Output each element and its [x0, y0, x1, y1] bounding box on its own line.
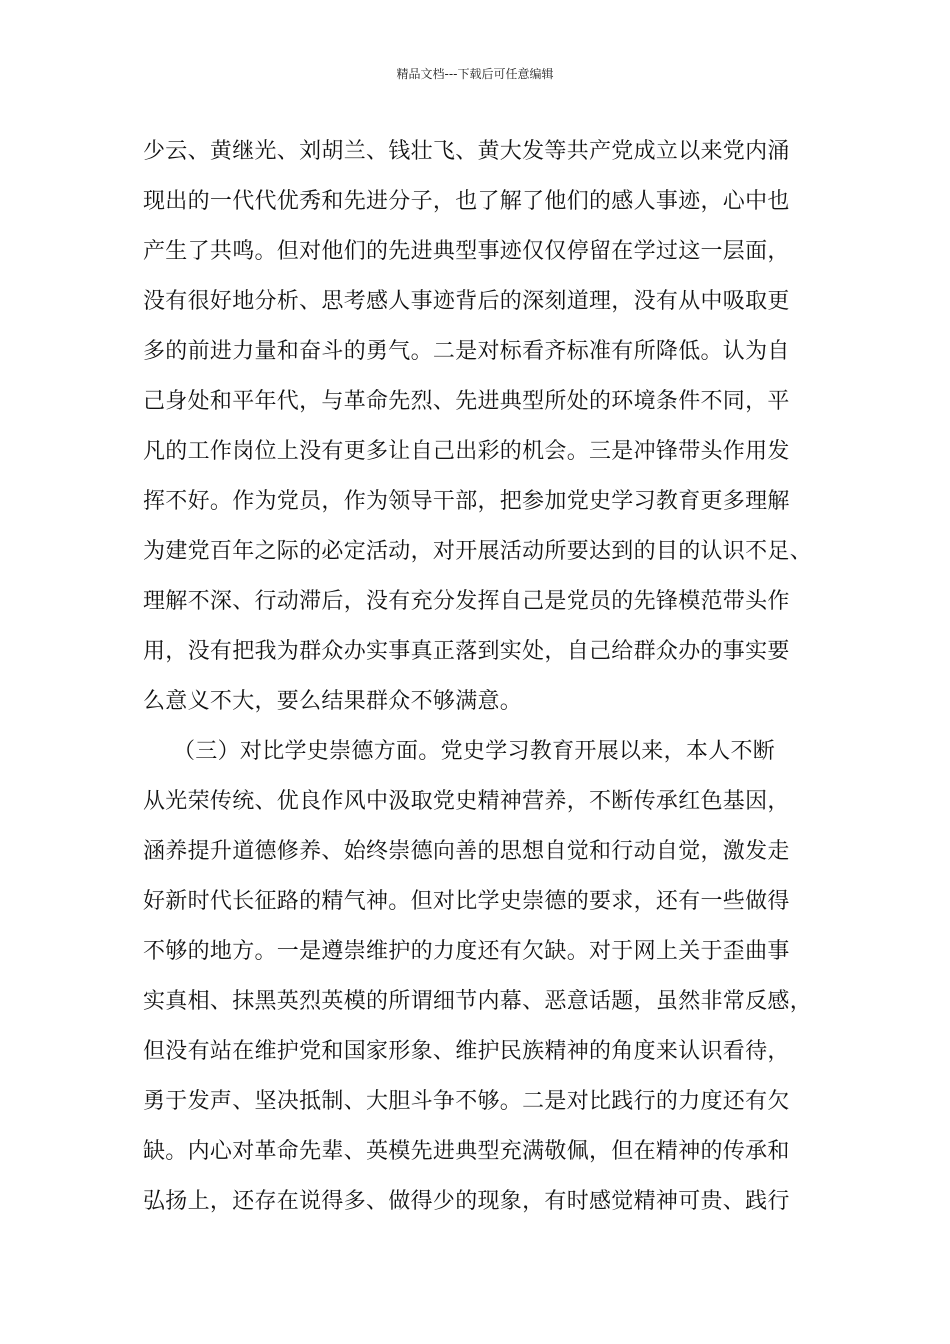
text-line: 勇于发声、坚决抵制、大胆斗争不够。二是对比践行的力度还有欠: [143, 1089, 790, 1114]
text-line: 凡的工作岗位上没有更多让自己出彩的机会。三是冲锋带头作用发: [143, 439, 790, 464]
document-body: [143, 127, 843, 1227]
text-line: 实真相、抹黑英烈英模的所谓细节内幕、恶意话题，虽然非常反感，: [143, 989, 813, 1014]
text-line: （三）对比学史崇德方面。党史学习教育开展以来，本人不断: [173, 739, 776, 764]
paragraph: [143, 127, 843, 727]
text-line: 理解不深、行动滞后，没有充分发挥自己是党员的先锋模范带头作: [143, 589, 790, 614]
text-line: 用，没有把我为群众办实事真正落到实处，自己给群众办的事实要: [143, 639, 790, 664]
text-line: 弘扬上，还存在说得多、做得少的现象，有时感觉精神可贵、践行: [143, 1189, 790, 1214]
text-line: 从光荣传统、优良作风中汲取党史精神营养，不断传承红色基因，: [143, 789, 790, 814]
text-line: 己身处和平年代，与革命先烈、先进典型所处的环境条件不同，平: [143, 389, 790, 414]
text-line: 缺。内心对革命先辈、英模先进典型充满敬佩，但在精神的传承和: [143, 1139, 790, 1164]
text-line: 涵养提升道德修养、始终崇德向善的思想自觉和行动自觉，激发走: [143, 839, 790, 864]
text-line: 多的前进力量和奋斗的勇气。二是对标看齐标准有所降低。认为自: [143, 339, 790, 364]
text-line: 现出的一代代优秀和先进分子，也了解了他们的感人事迹，心中也: [143, 189, 790, 214]
text-line: 但没有站在维护党和国家形象、维护民族精神的角度来认识看待，: [143, 1039, 790, 1064]
text-line: 么意义不大，要么结果群众不够满意。: [143, 689, 523, 714]
text-line: 好新时代长征路的精气神。但对比学史崇德的要求，还有一些做得: [143, 889, 790, 914]
page-header: 精品文档---下载后可任意编辑: [396, 67, 554, 81]
text-line: 产生了共鸣。但对他们的先进典型事迹仅仅停留在学过这一层面，: [143, 239, 790, 264]
text-line: 少云、黄继光、刘胡兰、钱壮飞、黄大发等共产党成立以来党内涌: [143, 139, 790, 164]
paragraph: [143, 727, 843, 1227]
text-line: 不够的地方。一是遵崇维护的力度还有欠缺。对于网上关于歪曲事: [143, 939, 790, 964]
text-line: 没有很好地分析、思考感人事迹背后的深刻道理，没有从中吸取更: [143, 289, 790, 314]
text-line: 为建党百年之际的必定活动，对开展活动所要达到的目的认识不足、: [143, 539, 813, 564]
text-line: 挥不好。作为党员，作为领导干部，把参加党史学习教育更多理解: [143, 489, 790, 514]
